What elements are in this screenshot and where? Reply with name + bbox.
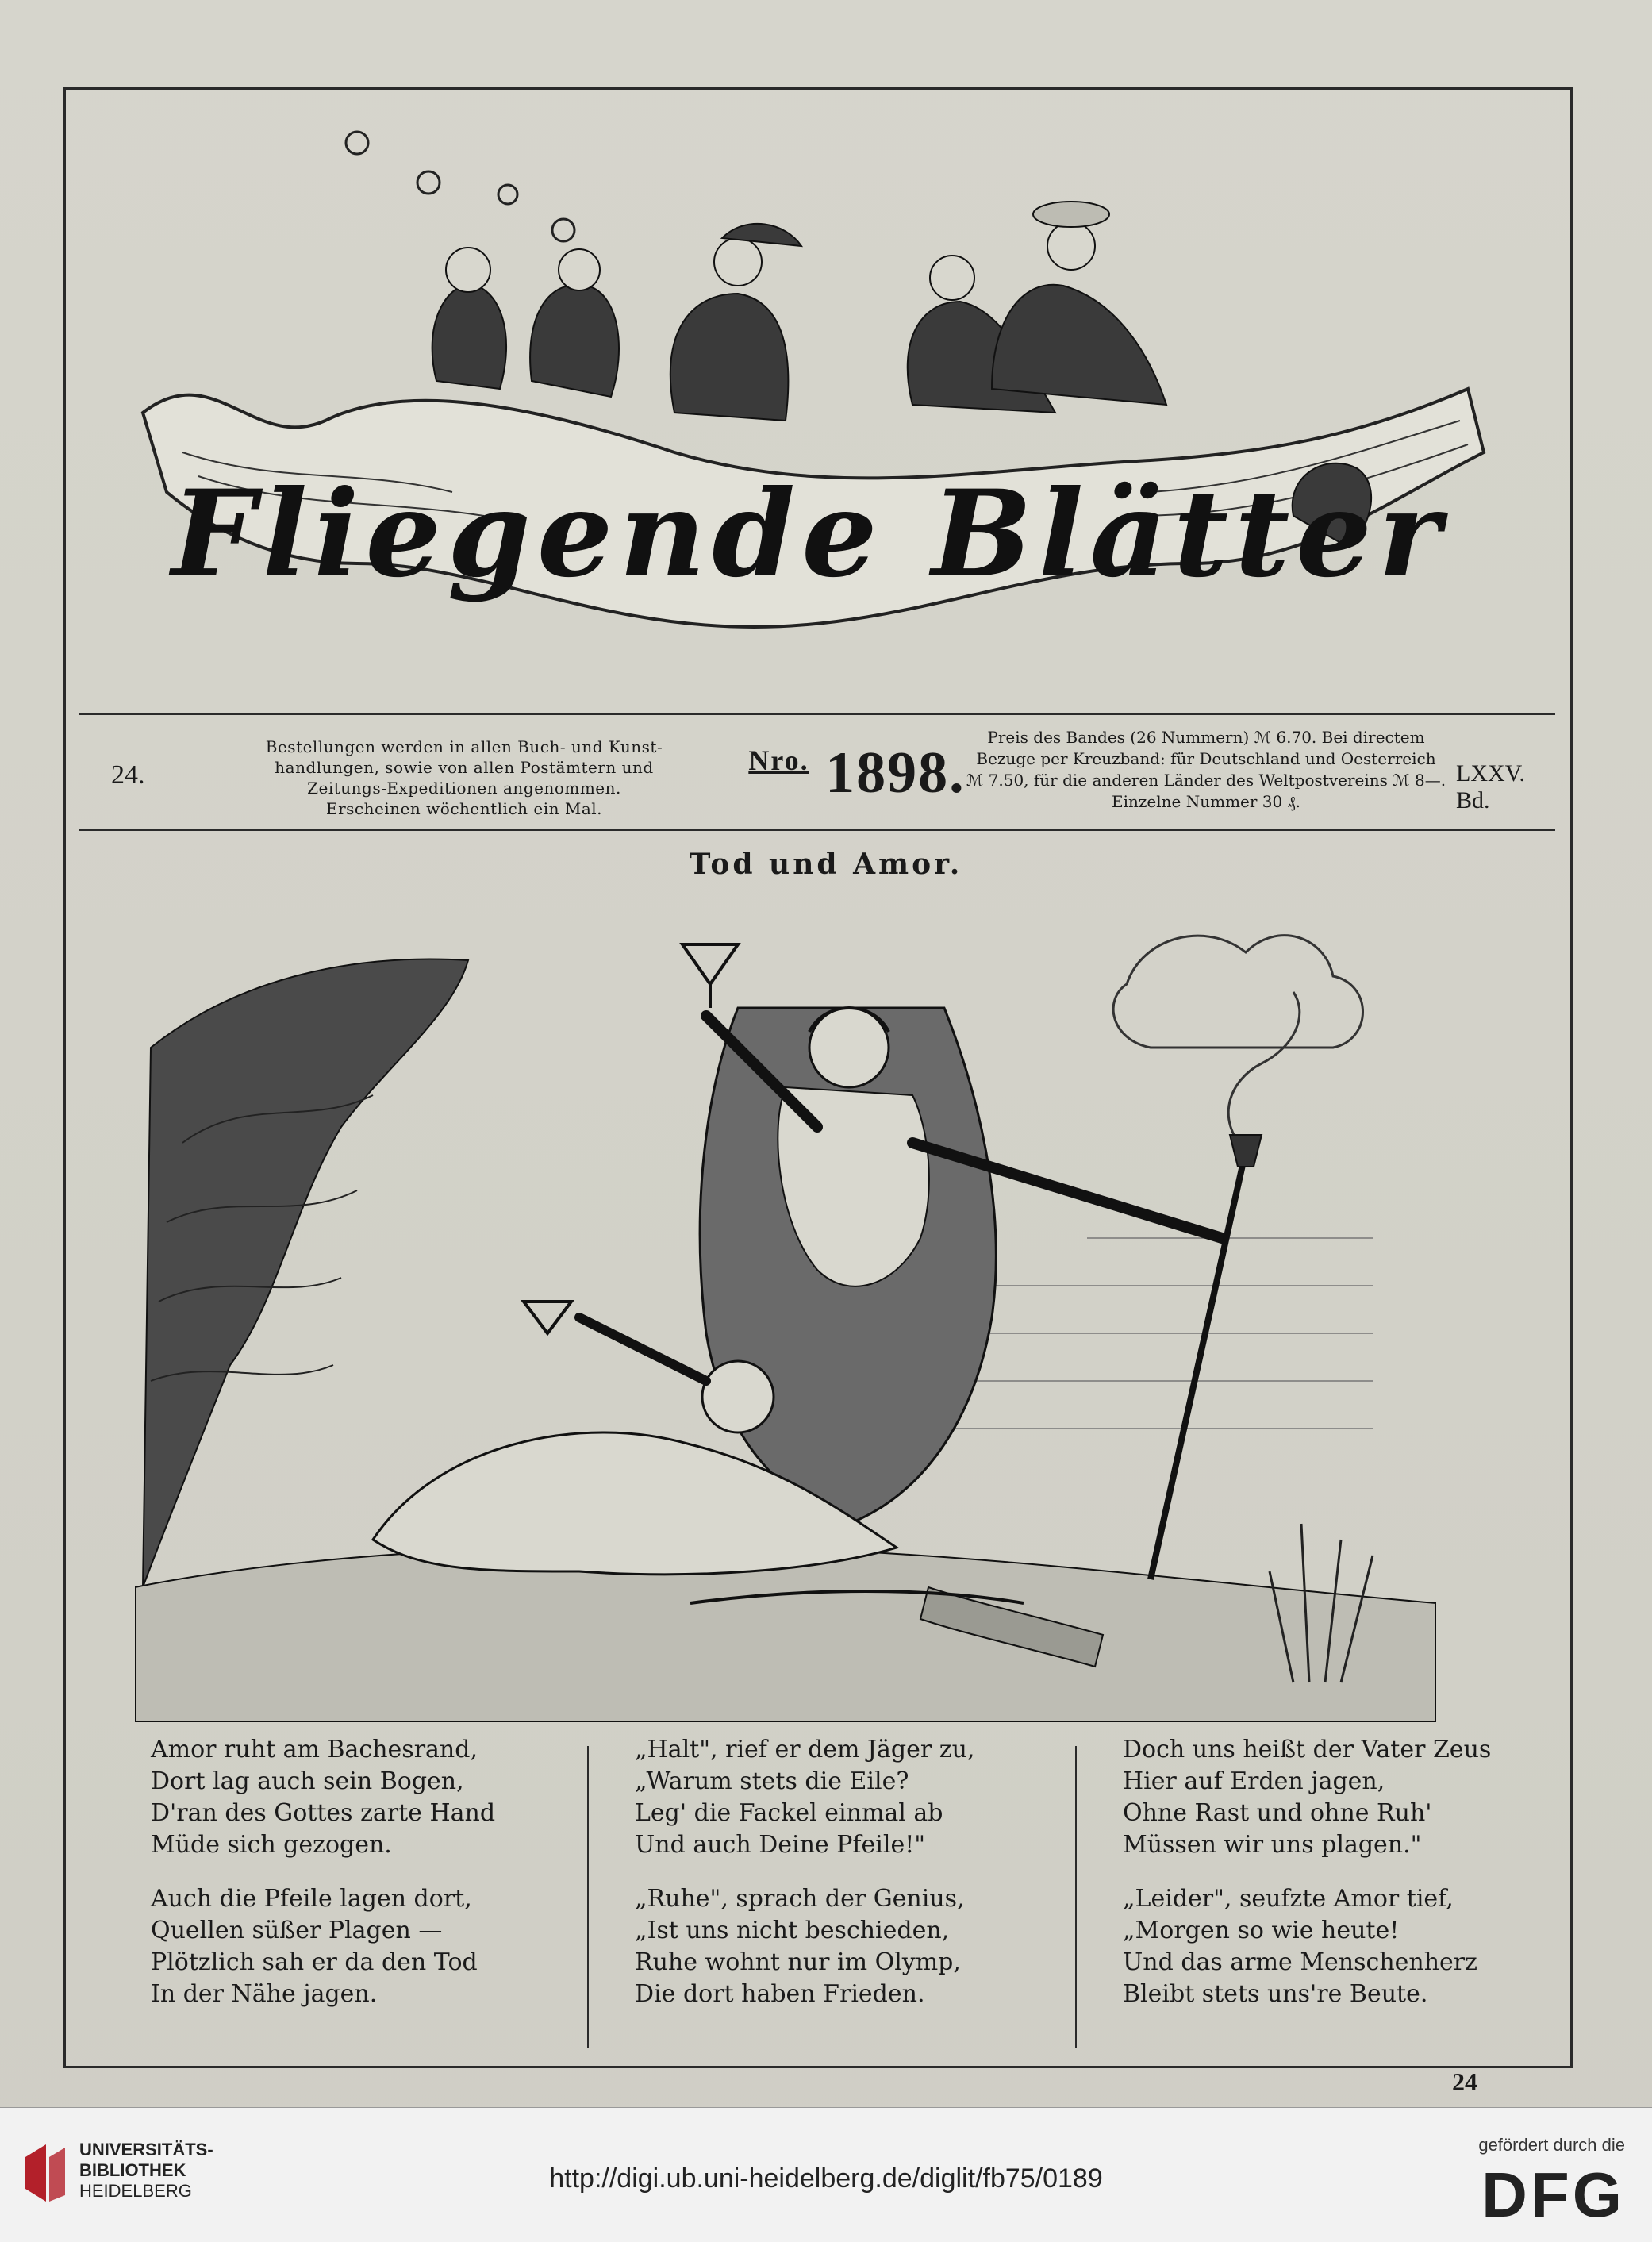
source-url-link[interactable]: http://digi.ub.uni-heidelberg.de/diglit/fb75/0189 <box>549 2163 1103 2194</box>
poem-column-2 <box>635 1734 1079 2032</box>
issue-header <box>79 722 1555 817</box>
article-title: Tod und Amor. <box>689 848 963 881</box>
issue-number: $^{Nro.}$ 1898. <box>748 740 966 806</box>
stanza: „Leider", seufzte Amor tief, „Morgen so wie heute! Und das arme Menschenherz Bleibt stets uns're Beute. <box>1123 1885 1477 2008</box>
masthead-title: Fliegende Blätter <box>171 464 1447 604</box>
issue-number-left: 24. <box>111 760 145 790</box>
ordering-info: Bestellungen werden in allen Buch- und Kunst- handlungen, sowie von allen Postämtern und Zeitungs-Expeditionen angenommen. Erscheinen wöchentlich ein Mal. <box>265 737 663 818</box>
stanza: „Ruhe", sprach der Genius, „Ist uns nicht beschieden, Ruhe wohnt nur im Olymp, Die dort haben Frieden. <box>635 1885 965 2008</box>
header-rule-bottom <box>79 829 1555 831</box>
engraving <box>135 889 1436 1722</box>
dfg-logo: DFG <box>1481 2159 1625 2230</box>
funded-by-label: gefördert durch die <box>1478 2135 1625 2155</box>
illustration-death-and-amor <box>135 889 1436 1722</box>
stanza: Auch die Pfeile lagen dort, Quellen süßer Plagen — Plötzlich sah er da den Tod In der Nähe jagen. <box>151 1885 478 2008</box>
stanza: Doch uns heißt der Vater Zeus Hier auf Erden jagen, Ohne Rast und ohne Ruh' Müssen wir uns plagen." <box>1123 1736 1492 1859</box>
stanza: „Halt", rief er dem Jäger zu, „Warum stets die Eile? Leg' die Fackel einmal ab Und auch Deine Pfeile!" <box>635 1736 975 1859</box>
library-name: UNIVERSITÄTS- BIBLIOTHEK HEIDELBERG <box>79 2140 213 2201</box>
poem-column-1 <box>151 1734 595 2032</box>
masthead <box>119 119 1516 690</box>
column-divider <box>1075 1746 1077 2048</box>
digitization-footer <box>0 2107 1652 2242</box>
header-rule-top <box>79 713 1555 715</box>
poem-column-3 <box>1123 1734 1567 2032</box>
stanza: Amor ruht am Bachesrand, Dort lag auch sein Bogen, D'ran des Gottes zarte Hand Müde sich gezogen. <box>151 1736 496 1859</box>
volume-label: LXXV. Bd. <box>1456 760 1525 813</box>
masthead-illustration <box>119 119 1516 690</box>
page-number: 24 <box>1452 2067 1477 2096</box>
price-info: Preis des Bandes (26 Nummern) ℳ 6.70. Bei directem Bezuge per Kreuzband: für Deutschland und Oesterreich ℳ 7.50, für die anderen Länder des Weltpostvereins ℳ 8—. Einzelne Nummer 30 ₰. <box>966 728 1446 811</box>
column-divider <box>587 1746 589 2048</box>
